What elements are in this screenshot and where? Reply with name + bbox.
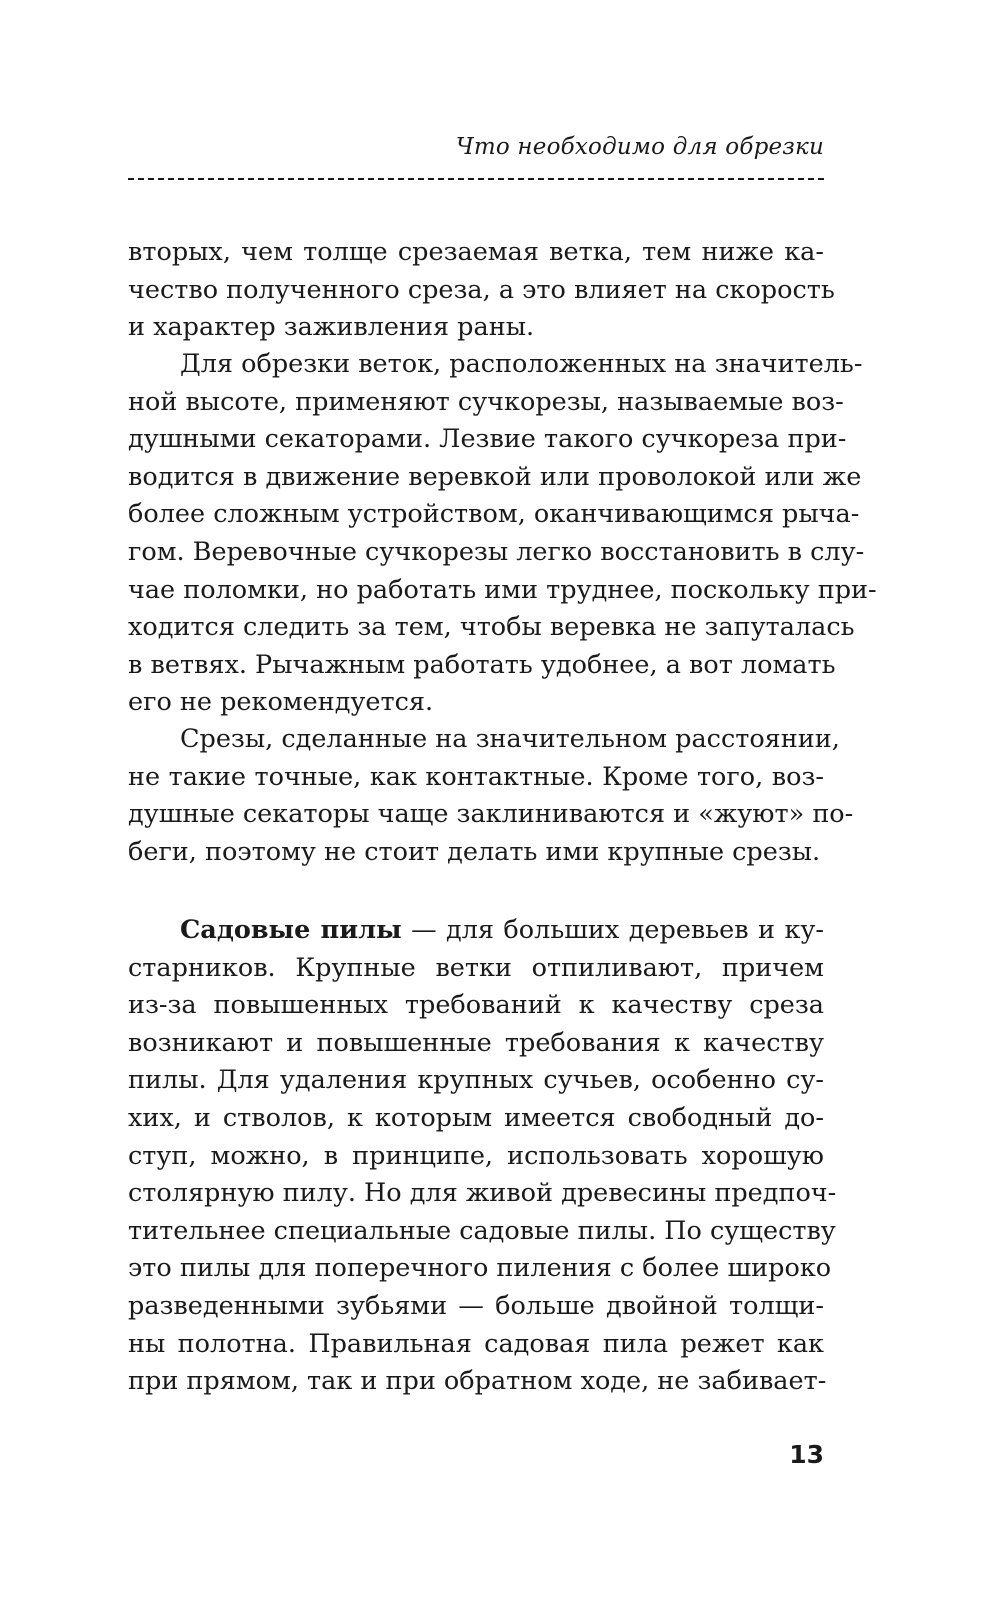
text-line: в ветвях. Рычажным работать удобнее, а вот ломать — [128, 649, 836, 680]
paragraph-garden-saws — [128, 912, 837, 1401]
text-line: столярную пилу. Но для живой древесины предпоч- — [128, 1178, 837, 1209]
text-line: возникают и повышенные требования к качеству — [128, 1027, 824, 1058]
text-line: из-за повышенных требований к качеству среза — [128, 990, 824, 1021]
text-line: при прямом, так и при обратном ходе, не забивает- — [128, 1366, 827, 1397]
text-line: Срезы, сделанные на значительном расстоянии, — [180, 724, 840, 754]
text-line: вторых, чем толще срезаемая ветка, тем ниже ка- — [128, 237, 824, 267]
page-number: 13 — [789, 1440, 824, 1469]
text-line: старников. Крупные ветки отпиливают, причем — [128, 952, 824, 983]
text-line: ступ, можно, в принципе, использовать хорошую — [128, 1140, 824, 1171]
text-line-first — [128, 912, 824, 950]
header-dashed-rule — [128, 178, 824, 180]
text-line: душные секаторы чаще заклиниваются и «жуют» по- — [128, 799, 854, 830]
text-line: не такие точные, как контактные. Кроме того, воз- — [128, 761, 824, 792]
text-line: разведенными зубьями — больше двойной толщи- — [128, 1290, 824, 1321]
text-line: ходится следить за тем, чтобы веревка не запуталась — [128, 612, 855, 643]
text-line: беги, поэтому не стоит делать ими крупные срезы. — [128, 836, 821, 867]
text-line: более сложным устройством, оканчивающимся рыча- — [128, 499, 860, 530]
text-line: чае поломки, но работать ими труднее, поскольку при- — [128, 574, 877, 605]
running-header: Что необходимо для обрезки — [455, 134, 824, 160]
text-line: тительнее специальные садовые пилы. По существу — [128, 1215, 836, 1246]
paragraph-2 — [128, 346, 877, 722]
text-line: его не рекомендуется. — [128, 687, 434, 718]
text-line-rest: — для больших деревьев и ку- — [401, 915, 825, 945]
paragraph-3 — [128, 721, 854, 871]
text-line: пилы. Для удаления крупных сучьев, особенно су- — [128, 1065, 824, 1096]
text-line: хих, и стволов, к которым имеется свободный до- — [128, 1102, 824, 1133]
text-line: душными секаторами. Лезвие такого сучкореза при- — [128, 424, 847, 455]
text-line: и характер заживления раны. — [128, 312, 535, 343]
text-line: водится в движение веревкой или проволокой или же — [128, 461, 862, 492]
text-line: ны полотна. Правильная садовая пила режет как — [128, 1328, 824, 1359]
text-line: гом. Веревочные сучкорезы легко восстановить в слу- — [128, 536, 865, 567]
text-line: это пилы для поперечного пиления с более широко — [128, 1253, 832, 1284]
paragraph-1 — [128, 234, 835, 347]
text-line: ной высоте, применяют сучкорезы, называемые воз- — [128, 386, 844, 417]
text-line: Для обрезки веток, расположенных на значитель- — [180, 349, 863, 379]
text-line: чество полученного среза, а это влияет на скорость — [128, 274, 835, 305]
bold-term: Садовые пилы — [180, 915, 402, 945]
